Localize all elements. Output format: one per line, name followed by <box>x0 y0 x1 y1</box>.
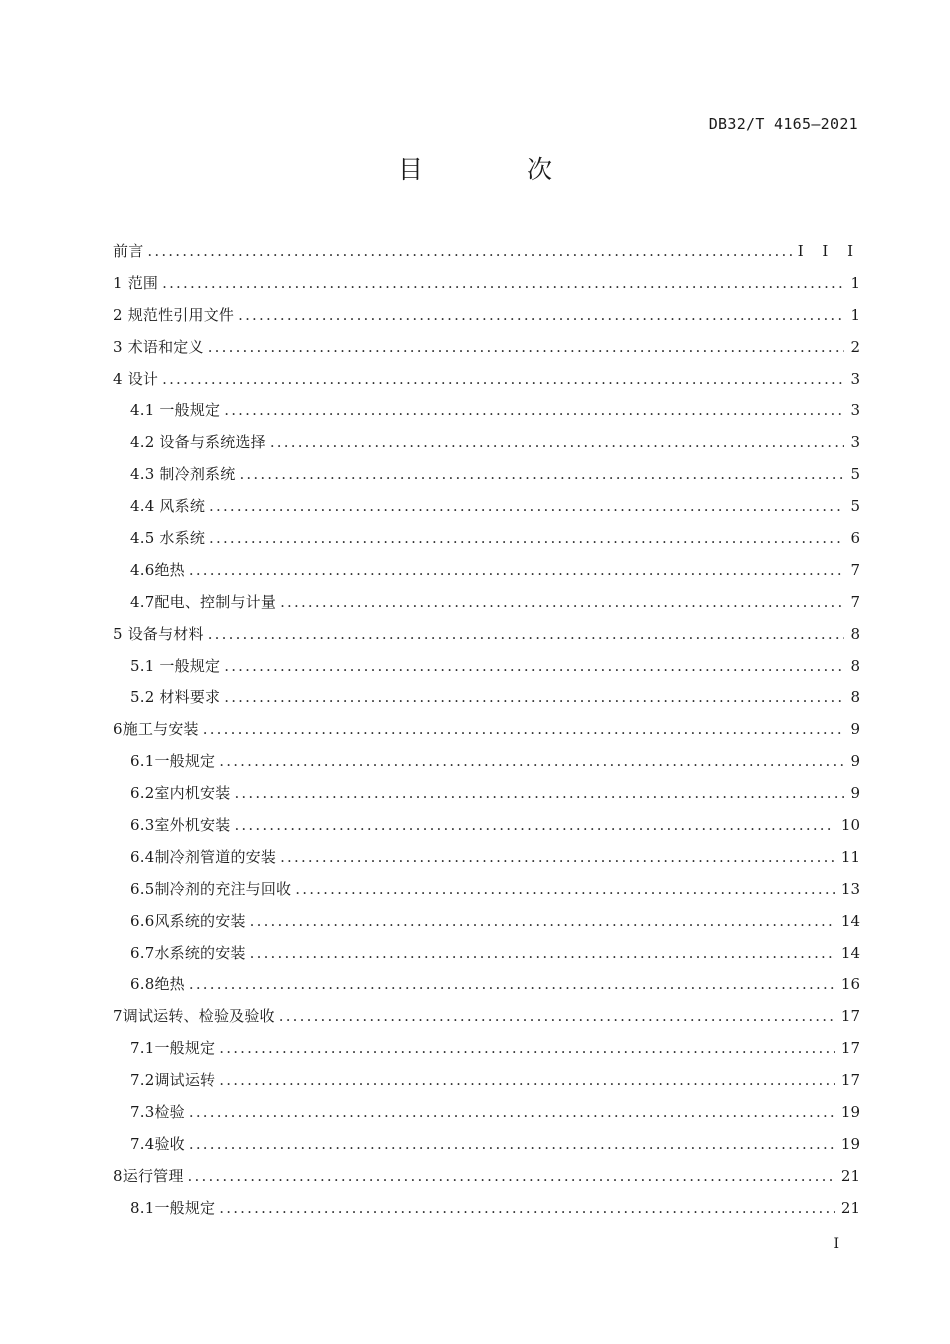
toc-entry[interactable] <box>113 969 860 1001</box>
dot-leader <box>219 746 844 778</box>
toc-entry-label: 5 设备与材料 <box>113 624 204 643</box>
toc-entry-page: 6 <box>850 529 860 548</box>
dot-leader <box>162 364 844 396</box>
toc-entry[interactable] <box>113 682 860 714</box>
toc-entry[interactable] <box>113 1001 860 1033</box>
dot-leader <box>224 682 844 714</box>
dot-leader <box>189 1097 835 1129</box>
toc-entry-label: 4.3 制冷剂系统 <box>130 465 236 484</box>
toc-entry[interactable] <box>113 427 860 459</box>
toc-entry-label: 8.1一般规定 <box>130 1198 216 1217</box>
toc-entry-page: 11 <box>840 847 860 866</box>
toc-entry-page: 14 <box>840 943 860 962</box>
dot-leader <box>234 810 834 842</box>
dot-leader <box>208 332 845 364</box>
toc-entry-label: 5.2 材料要求 <box>130 688 221 707</box>
toc-entry-page: 2 <box>850 337 860 356</box>
toc-entry[interactable] <box>113 587 860 619</box>
toc-entry[interactable] <box>113 332 860 364</box>
toc-entry-label: 4.1 一般规定 <box>130 401 221 420</box>
toc-entry-page: 21 <box>840 1166 860 1185</box>
toc-entry-label: 7调试运转、检验及验收 <box>113 1007 275 1026</box>
dot-leader <box>280 842 835 874</box>
toc-entry[interactable] <box>113 651 860 683</box>
toc-entry-label: 6.7水系统的安装 <box>130 943 246 962</box>
dot-leader <box>188 1161 835 1193</box>
toc-entry-label: 7.3检验 <box>130 1103 185 1122</box>
toc-entry-label: 4.4 风系统 <box>130 497 206 516</box>
page-number: I <box>833 1236 839 1252</box>
toc-entry[interactable] <box>113 619 860 651</box>
toc-entry[interactable] <box>113 1161 860 1193</box>
toc-entry[interactable] <box>113 395 860 427</box>
toc-entry-page: 5 <box>850 497 860 516</box>
toc-entry[interactable] <box>113 268 860 300</box>
toc-entry-label: 4 设计 <box>113 369 159 388</box>
toc-entry[interactable] <box>113 523 860 555</box>
document-code: DB32/T 4165—2021 <box>708 115 858 133</box>
toc-entry[interactable] <box>113 938 860 970</box>
toc-entry-label: 6施工与安装 <box>113 720 199 739</box>
toc-entry-label: 7.4验收 <box>130 1134 185 1153</box>
dot-leader <box>147 236 791 268</box>
dot-leader <box>224 395 844 427</box>
dot-leader <box>209 491 844 523</box>
toc-entry-page: 3 <box>850 369 860 388</box>
toc-entry-page: 21 <box>840 1198 860 1217</box>
dot-leader <box>270 427 845 459</box>
toc-entry-label: 7.1一般规定 <box>130 1039 216 1058</box>
toc-entry-page: 8 <box>850 656 860 675</box>
dot-leader <box>239 459 844 491</box>
toc-entry-label: 4.2 设备与系统选择 <box>130 433 266 452</box>
table-of-contents <box>113 236 860 1225</box>
toc-entry-label: 1 范围 <box>113 273 159 292</box>
dot-leader <box>250 938 835 970</box>
dot-leader <box>162 268 844 300</box>
toc-entry[interactable] <box>113 300 860 332</box>
dot-leader <box>250 906 835 938</box>
toc-entry-page: 1 <box>850 305 860 324</box>
toc-entry[interactable] <box>113 842 860 874</box>
toc-entry[interactable] <box>113 459 860 491</box>
toc-entry[interactable] <box>113 364 860 396</box>
toc-entry-page: 10 <box>840 816 860 835</box>
toc-entry-page: 1 <box>850 273 860 292</box>
toc-entry-page: 3 <box>850 401 860 420</box>
toc-entry[interactable] <box>113 491 860 523</box>
toc-entry[interactable] <box>113 746 860 778</box>
toc-entry[interactable] <box>113 1033 860 1065</box>
toc-entry-label: 6.8绝热 <box>130 975 185 994</box>
toc-entry-page: 5 <box>850 465 860 484</box>
toc-entry-label: 6.5制冷剂的充注与回收 <box>130 879 292 898</box>
toc-entry-label: 3 术语和定义 <box>113 337 204 356</box>
toc-entry-page: 17 <box>840 1071 860 1090</box>
toc-entry-page: I I I <box>797 242 860 260</box>
toc-entry-page: 3 <box>850 433 860 452</box>
dot-leader <box>208 619 845 651</box>
toc-entry-label: 6.3室外机安装 <box>130 816 231 835</box>
toc-entry-label: 4.6绝热 <box>130 560 185 579</box>
dot-leader <box>219 1065 835 1097</box>
page-title: 目 次 <box>398 155 600 184</box>
toc-entry-label: 6.2室内机安装 <box>130 784 231 803</box>
toc-entry[interactable] <box>113 1065 860 1097</box>
toc-entry[interactable] <box>113 1129 860 1161</box>
dot-leader <box>279 1001 835 1033</box>
dot-leader <box>203 714 845 746</box>
toc-entry-page: 9 <box>850 752 860 771</box>
toc-entry-page: 8 <box>850 688 860 707</box>
toc-entry[interactable] <box>113 778 860 810</box>
toc-entry-page: 9 <box>850 784 860 803</box>
toc-entry-page: 19 <box>840 1103 860 1122</box>
dot-leader <box>295 874 835 906</box>
toc-entry-label: 6.1一般规定 <box>130 752 216 771</box>
dot-leader <box>238 300 844 332</box>
dot-leader <box>280 587 844 619</box>
toc-entry-page: 17 <box>840 1007 860 1026</box>
toc-entry-page: 14 <box>840 911 860 930</box>
dot-leader <box>189 1129 835 1161</box>
toc-entry-label: 4.7配电、控制与计量 <box>130 592 277 611</box>
toc-entry-page: 13 <box>840 879 860 898</box>
toc-entry[interactable] <box>113 906 860 938</box>
toc-entry-page: 8 <box>850 624 860 643</box>
toc-entry-label: 前言 <box>113 242 144 260</box>
toc-entry-label: 8运行管理 <box>113 1166 184 1185</box>
toc-entry-page: 17 <box>840 1039 860 1058</box>
dot-leader <box>209 523 844 555</box>
dot-leader <box>224 651 844 683</box>
toc-entry-page: 19 <box>840 1134 860 1153</box>
toc-entry-label: 4.5 水系统 <box>130 529 206 548</box>
toc-entry-page: 9 <box>850 720 860 739</box>
toc-entry[interactable] <box>113 714 860 746</box>
toc-entry-page: 7 <box>850 560 860 579</box>
toc-entry-label: 6.6风系统的安装 <box>130 911 246 930</box>
dot-leader <box>219 1193 835 1225</box>
toc-entry[interactable] <box>113 810 860 842</box>
dot-leader <box>189 555 845 587</box>
toc-entry-page: 7 <box>850 592 860 611</box>
toc-entry[interactable] <box>113 236 860 268</box>
toc-entry[interactable] <box>113 874 860 906</box>
toc-entry[interactable] <box>113 1097 860 1129</box>
toc-entry-label: 6.4制冷剂管道的安装 <box>130 847 277 866</box>
dot-leader <box>189 969 835 1001</box>
toc-entry[interactable] <box>113 1193 860 1225</box>
toc-entry[interactable] <box>113 555 860 587</box>
toc-entry-label: 5.1 一般规定 <box>130 656 221 675</box>
dot-leader <box>234 778 844 810</box>
toc-entry-label: 7.2调试运转 <box>130 1071 216 1090</box>
dot-leader <box>219 1033 835 1065</box>
toc-entry-page: 16 <box>840 975 860 994</box>
toc-entry-label: 2 规范性引用文件 <box>113 305 235 324</box>
